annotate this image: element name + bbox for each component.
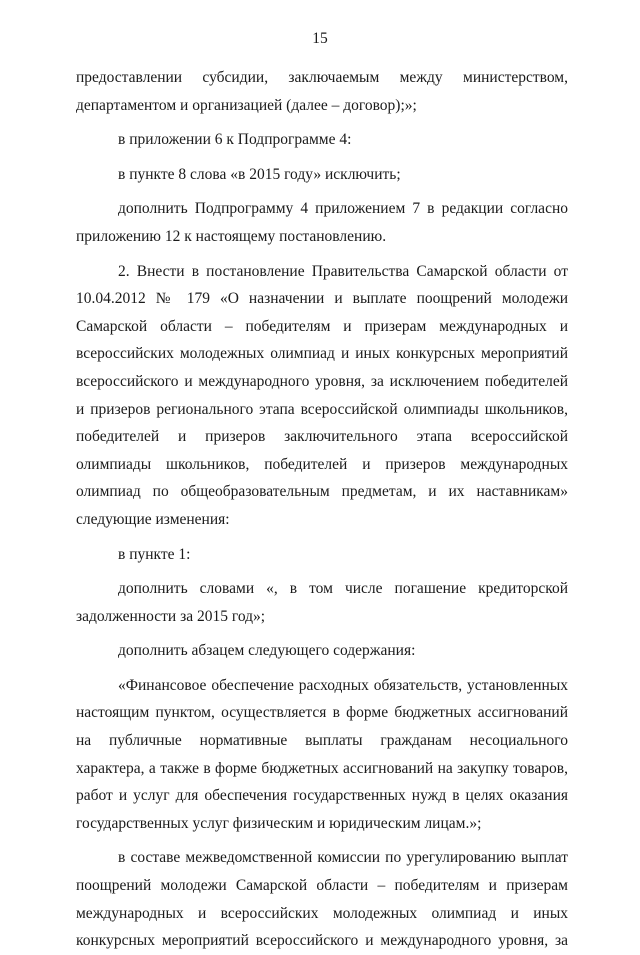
page-number: 15	[312, 30, 328, 47]
paragraph-item-8: в пункте 8 слова «в 2015 году» исключить;	[118, 165, 401, 183]
paragraph-add-words: дополнить словами «, в том числе погашение кредиторской задолженности за 2015 год»;	[76, 580, 568, 625]
paragraph-continuation: предоставлении субсидии, заключаемым между министерством, департаментом и организацией (далее – договор);»;	[76, 69, 568, 114]
paragraph-appendix-6: в приложении 6 к Подпрограмме 4:	[118, 131, 352, 149]
paragraph-financial-provision: «Финансовое обеспечение расходных обязательств, установленных настоящим пунктом, осуществляется в форме бюджетных ассигнований на публичные нормативные выплаты гражданам несоциального характера, а также в форме бюджетных ассигнований на закупку товаров, работ и услуг для обеспечения государственных нужд в целях оказания государственных услуг физическим и юридическим лицам.»;	[76, 676, 568, 832]
paragraph-commission: в составе межведомственной комиссии по урегулированию выплат поощрений молодежи Самарской области – победителям и призерам международных и всероссийских молодежных олимпиад и иных конкурсных мероприятий всероссийского и международного уровня, за	[76, 849, 568, 950]
paragraph-add-clause: дополнить абзацем следующего содержания:	[118, 642, 416, 660]
document-body	[76, 64, 568, 955]
paragraph-section-2: 2. Внести в постановление Правительства Самарской области от 10.04.2012 № 179 «О назначении и выплате поощрений молодежи Самарской области – победителям и призерам международных и всероссийских молодежных олимпиад и иных конкурсных мероприятий всероссийского и международного уровня, за исключением победителей и призеров регионального этапа всероссийской олимпиады школьников, победителей и призеров заключительного этапа всероссийской олимпиады школьников, победителей и призеров международных олимпиад по общеобразовательным предметам, и их наставникам» следующие изменения:	[76, 262, 568, 528]
paragraph-add-appendix-7: дополнить Подпрограмму 4 приложением 7 в редакции согласно приложению 12 к настоящему постановлению.	[76, 200, 568, 245]
paragraph-item-1: в пункте 1:	[118, 545, 191, 563]
